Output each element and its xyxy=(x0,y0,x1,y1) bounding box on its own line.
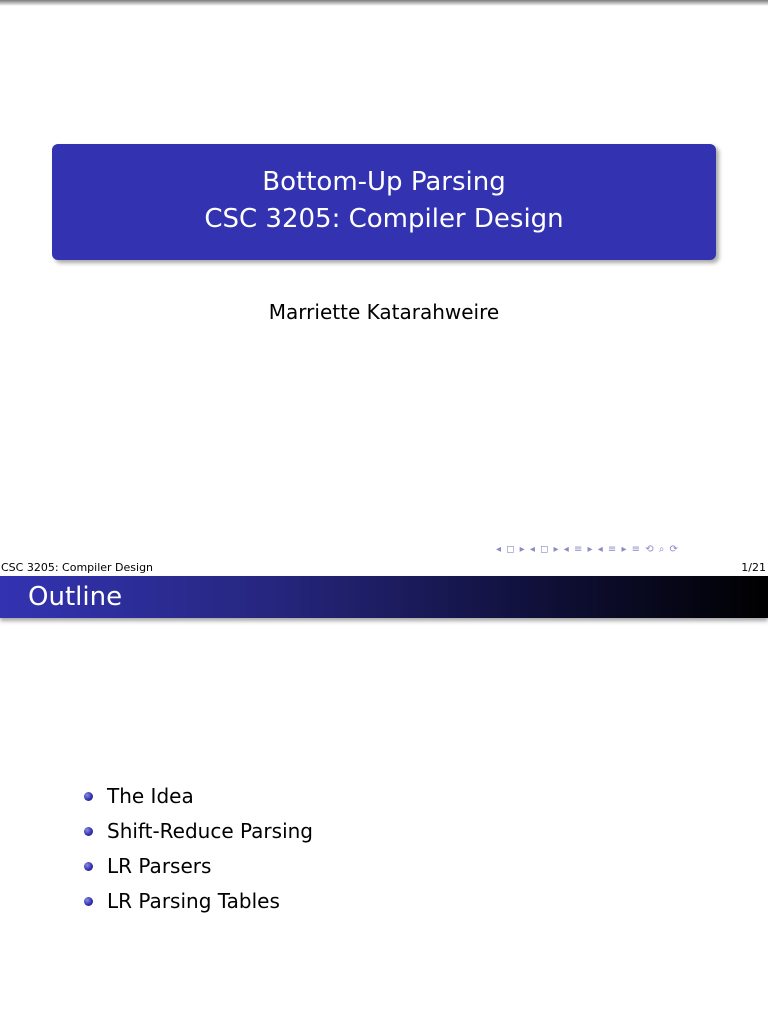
list-item-label: LR Parsers xyxy=(107,854,212,878)
list-item xyxy=(82,887,313,922)
outline-slide xyxy=(0,576,768,1024)
slide-title: Bottom-Up Parsing xyxy=(262,167,506,197)
list-item xyxy=(82,852,313,887)
author: Marriette Katarahweire xyxy=(268,300,500,324)
list-item-label: The Idea xyxy=(107,784,194,808)
bullet-icon xyxy=(84,862,93,871)
bullet-icon xyxy=(84,897,93,906)
outline-list xyxy=(82,782,313,922)
frame-title: Outline xyxy=(28,582,123,612)
list-item xyxy=(82,817,313,852)
beamer-navigation-icons[interactable]: ◂ ◻ ▸ ◂ ◻ ▸ ◂ ≡ ▸ ◂ ≡ ▸ ≡ ⟲ ⌕ ⟳ xyxy=(496,544,679,555)
bullet-icon xyxy=(84,792,93,801)
footer-course-title: CSC 3205: Compiler Design xyxy=(1,561,154,574)
bullet-icon xyxy=(84,827,93,836)
list-item xyxy=(82,782,313,817)
title-block xyxy=(52,144,716,260)
frame-title-bar xyxy=(0,576,768,618)
list-item-label: LR Parsing Tables xyxy=(107,889,280,913)
slide-subtitle: CSC 3205: Compiler Design xyxy=(204,204,564,234)
list-item-label: Shift-Reduce Parsing xyxy=(107,819,313,843)
page-number: 1/21 xyxy=(741,561,766,574)
